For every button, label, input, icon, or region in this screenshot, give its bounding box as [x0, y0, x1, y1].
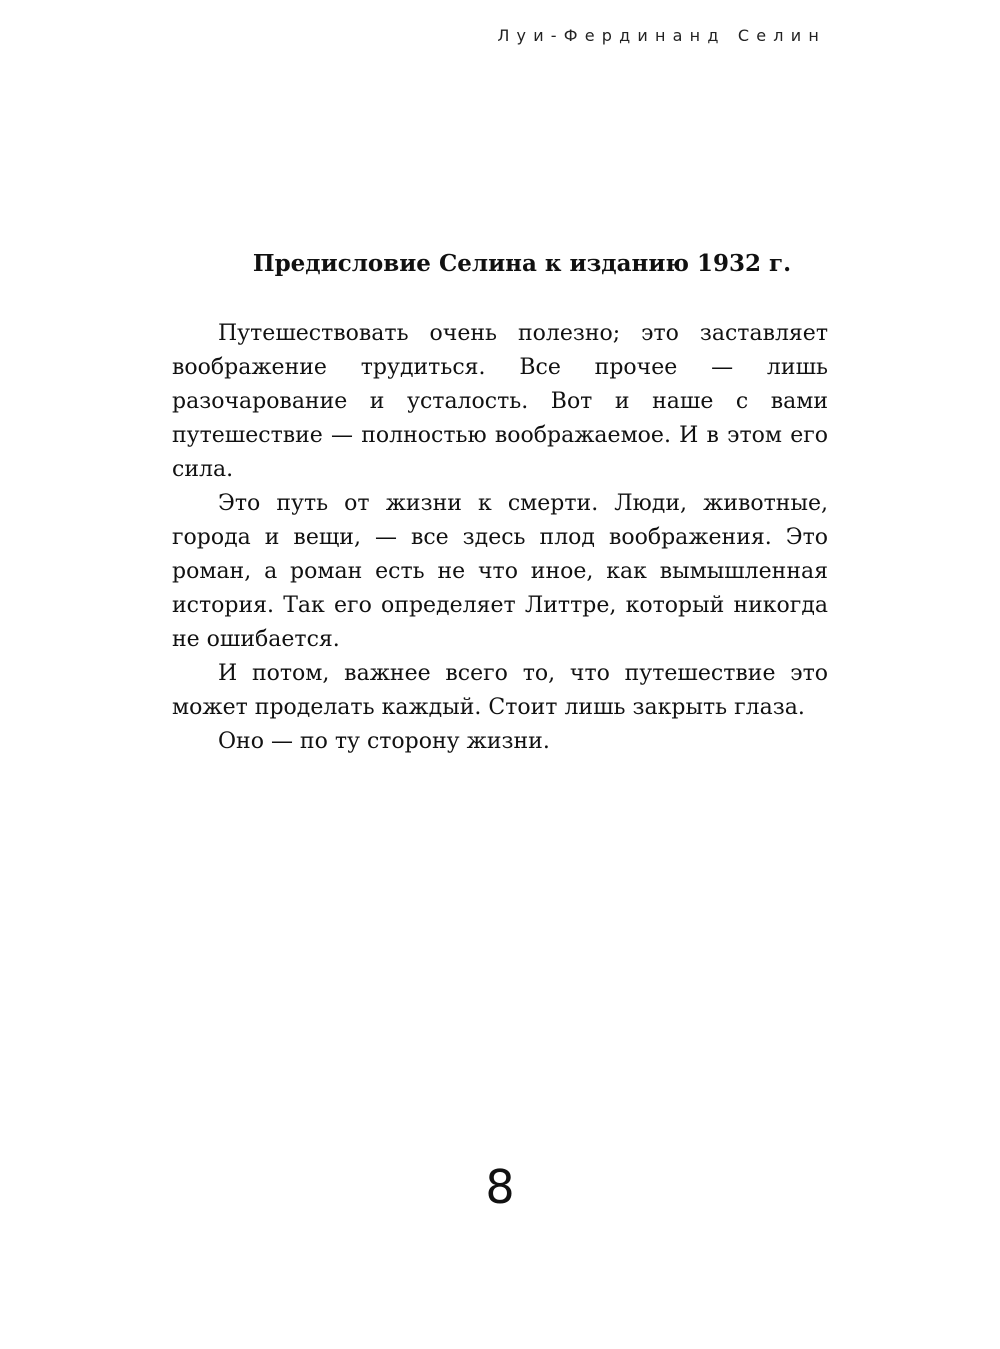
- body-text: [172, 317, 828, 759]
- running-head: Луи-Фердинанд Селин: [497, 26, 826, 45]
- paragraph-4: Оно — по ту сторону жизни.: [218, 729, 550, 754]
- chapter-title: Предисловие Селина к изданию 1932 г.: [252, 250, 792, 277]
- paragraph-3: И потом, важнее всего то, что путешествие это может проделать каждый. Стоит лишь закрыть глаза.: [172, 661, 828, 720]
- paragraph-1: Путешествовать очень полезно; это заставляет воображение трудиться. Все прочее — лишь разочарование и усталость. Вот и наше с вами путешествие — полностью воображаемое. И в этом его сила.: [172, 321, 828, 482]
- paragraph-2: Это путь от жизни к смерти. Люди, животные, города и вещи, — все здесь плод воображения. Это роман, а роман есть не что иное, как вымышленная история. Так его определяет Литтре, который никогда не ошибается.: [172, 491, 828, 652]
- page-number: 8: [485, 1160, 515, 1214]
